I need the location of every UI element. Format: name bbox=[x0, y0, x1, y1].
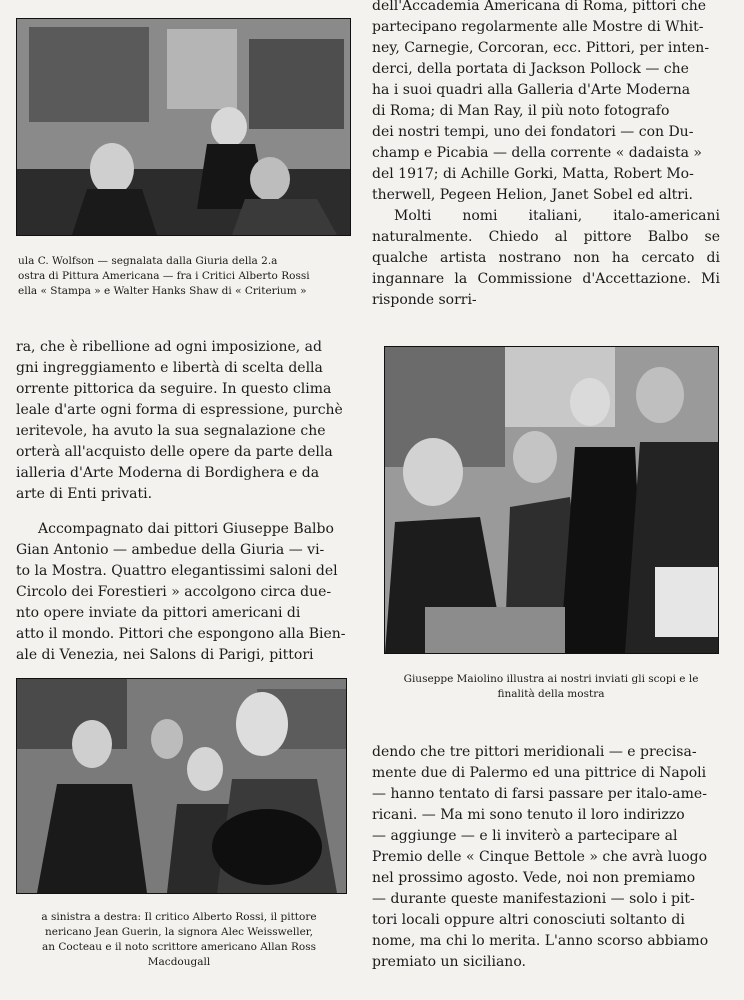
article-text-right-bottom: dendo che tre pittori meridionali — e precisa- mente due di Palermo ed una pittrice di Napoli — hanno tentato di farsi passare per italo-ame- ricani. — Ma mi sono tenuto il loro indirizzo — aggiunge — e li inviterò a partecipare al Premio delle « Cinque Bettole » che avrà luogo nel prossimo agosto. Vede, noi non premiamo — durante queste manifestazioni — solo i pit- tori locali oppure altri conosciuti soltanto di nome, ma chi lo merita. L'anno scorso abbiamo premiato un siciliano. bbox=[372, 744, 709, 970]
caption-line: finalità della mostra bbox=[497, 688, 605, 700]
caption-wolfson bbox=[18, 254, 354, 299]
photo-maiolino bbox=[384, 346, 719, 654]
caption-line: ostra di Pittura Americana — fra i Critici Alberto Rossi bbox=[18, 270, 310, 282]
caption-line: an Cocteau e il noto scrittore americano Allan Ross bbox=[42, 941, 316, 953]
caption-line: nericano Jean Guerin, la signora Alec Weissweller, bbox=[45, 926, 313, 938]
article-text-left-middle: ra, che è ribellione ad ogni imposizione, ad gni ingreggiamento e libertà di scelta della orrente pittorica da seguire. In questo clima leale d'arte ogni forma di espressione, purchè ıeritevole, ha avuto la sua segnalazione che orterà all'acquisto delle opere da parte della ialleria d'Arte Moderna di Bordighera e da arte di Enti privati. Accompagnato dai pittori Giuseppe Balbo Gian Antonio — ambedue della Giuria — vi- to la Mostra. Quattro elegantissimi saloni del Circolo dei Forestieri » accolgono circa due- nto opere inviate da pittori americani di atto il mondo. Pittori che espongono alla Bien- ale di Venezia, nei Salons di Parigi, pittori bbox=[16, 339, 346, 663]
paragraph: Molti nomi italiani, italo-americani naturalmente. Chiedo al pittore Balbo se qualche artista nostrano non ha cercato di ingannare la Commissione d'Accettazione. Mi risponde sorri- bbox=[372, 208, 720, 308]
photo-wolfson-critics bbox=[16, 18, 351, 236]
article-text-right-top: dell'Accademia Americana di Roma, pittori che partecipano regolarmente alle Mostre di Whit- ney, Carnegie, Corcoran, ecc. Pittori, per inten- derci, della portata di Jackson Pollock — che ha i suoi quadri alla Galleria d'Arte Moderna di Roma; di Man Ray, il più noto fotografo dei nostri tempi, uno dei fondatori — con Du- champ e Picabia — della corrente « dadaista » del 1917; di Achille Gorki, Matta, Robert Mo- therwell, Pegeen Helion, Janet Sobel ed altri. Molti nomi italiani, italo-americani naturalmente. Chiedo al pittore Balbo se qualche artista nostrano non ha cercato di ingannare la Commissione d'Accettazione. Mi risponde sorri- bbox=[372, 0, 720, 311]
caption-line: ella « Stampa » e Walter Hanks Shaw di « Criterium » bbox=[18, 285, 307, 297]
caption-line: Macdougall bbox=[147, 956, 211, 968]
caption-maiolino bbox=[384, 672, 718, 702]
photo-critics-group bbox=[16, 678, 347, 894]
caption-critics-group bbox=[6, 910, 352, 970]
caption-line: a sinistra a destra: Il critico Alberto Rossi, il pittore bbox=[41, 911, 317, 923]
caption-line: Giuseppe Maiolino illustra ai nostri inviati gli scopi e le bbox=[403, 673, 699, 685]
caption-line: ula C. Wolfson — segnalata dalla Giuria della 2.a bbox=[18, 255, 278, 267]
